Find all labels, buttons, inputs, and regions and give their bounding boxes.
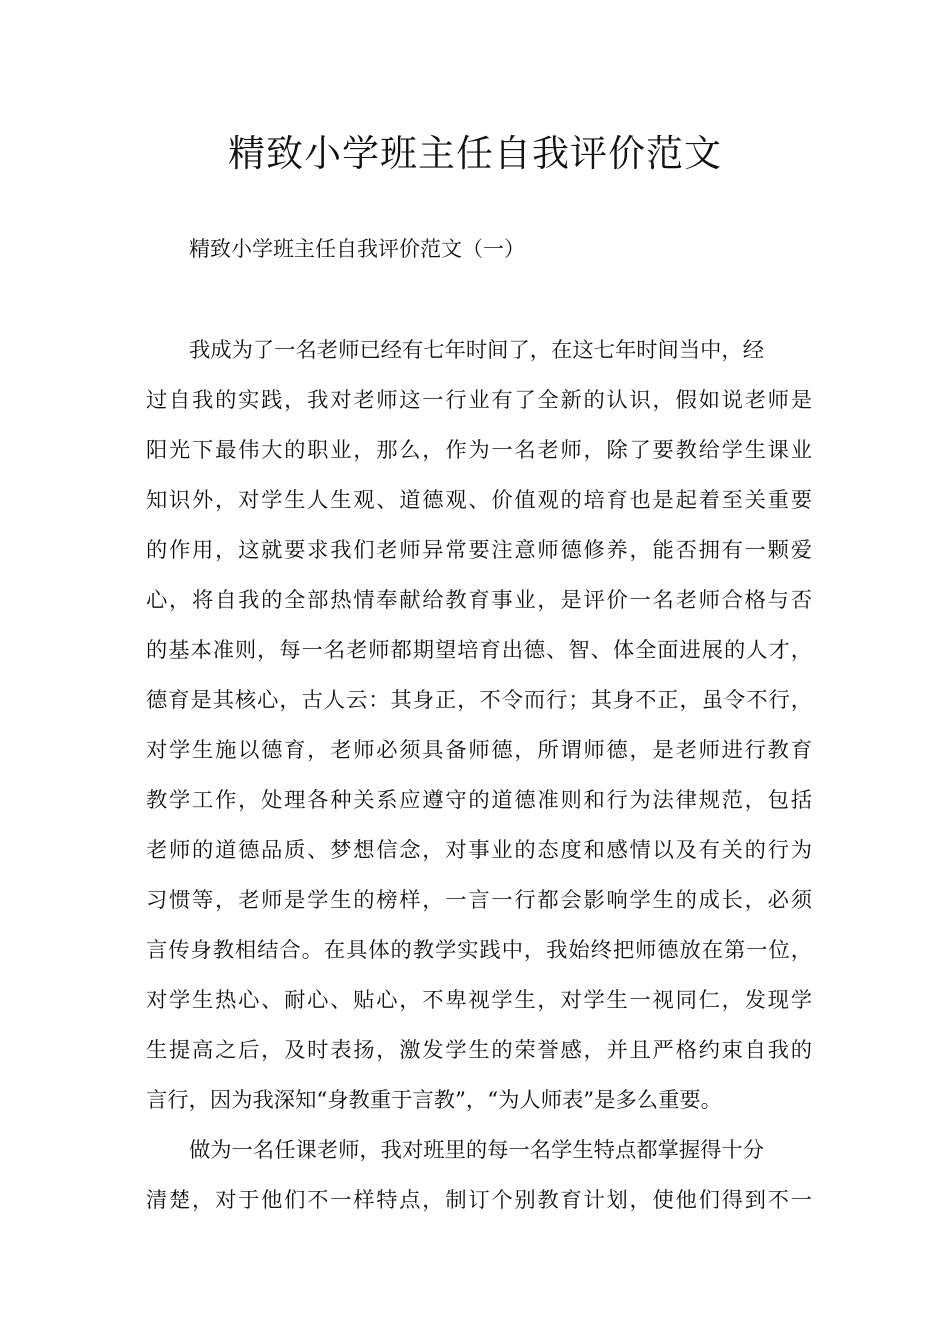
- text-line: 德育是其核心，古人云：其身正，不令而行；其身不正，虽令不行，: [146, 688, 812, 713]
- text-line: 习惯等，老师是学生的榜样，一言一行都会影响学生的成长，必须: [146, 888, 812, 913]
- text-line: 对学生热心、耐心、贴心，不卑视学生，对学生一视同仁，发现学: [146, 988, 812, 1013]
- text-line: 的作用，这就要求我们老师异常要注意师德修养，能否拥有一颗爱: [146, 538, 812, 563]
- text-line: 做为一名任课老师，我对班里的每一名学生特点都掌握得十分: [189, 1138, 765, 1163]
- text-line: 心，将自我的全部热情奉献给教育事业，是评价一名老师合格与否: [146, 588, 812, 613]
- text-line: 言传身教相结合。在具体的教学实践中，我始终把师德放在第一位，: [146, 938, 812, 963]
- text-line: 的基本准则，每一名老师都期望培育出德、智、体全面进展的人才，: [146, 638, 812, 663]
- text-line: 知识外，对学生人生观、道德观、价值观的培育也是起着至关重要: [146, 488, 812, 513]
- text-line: 言行，因为我深知“身教重于言教”，“为人师表”是多么重要。: [146, 1088, 722, 1113]
- document-subtitle: 精致小学班主任自我评价范文（一）: [189, 237, 525, 261]
- document-body: [146, 333, 812, 1233]
- document-title: 精致小学班主任自我评价范文: [228, 132, 722, 175]
- text-line: 阳光下最伟大的职业，那么，作为一名老师，除了要教给学生课业: [146, 438, 812, 463]
- text-line: 过自我的实践，我对老师这一行业有了全新的认识，假如说老师是: [146, 388, 812, 413]
- text-line: 清楚，对于他们不一样特点，制订个别教育计划，使他们得到不一: [146, 1188, 812, 1213]
- text-line: 生提高之后，及时表扬，激发学生的荣誉感，并且严格约束自我的: [146, 1038, 812, 1063]
- text-line: 老师的道德品质、梦想信念，对事业的态度和感情以及有关的行为: [146, 838, 812, 863]
- text-line: 教学工作，处理各种关系应遵守的道德准则和行为法律规范，包括: [146, 788, 812, 813]
- text-line: 对学生施以德育，老师必须具备师德，所谓师德，是老师进行教育: [146, 738, 812, 763]
- text-line: 我成为了一名老师已经有七年时间了，在这七年时间当中，经: [189, 338, 765, 363]
